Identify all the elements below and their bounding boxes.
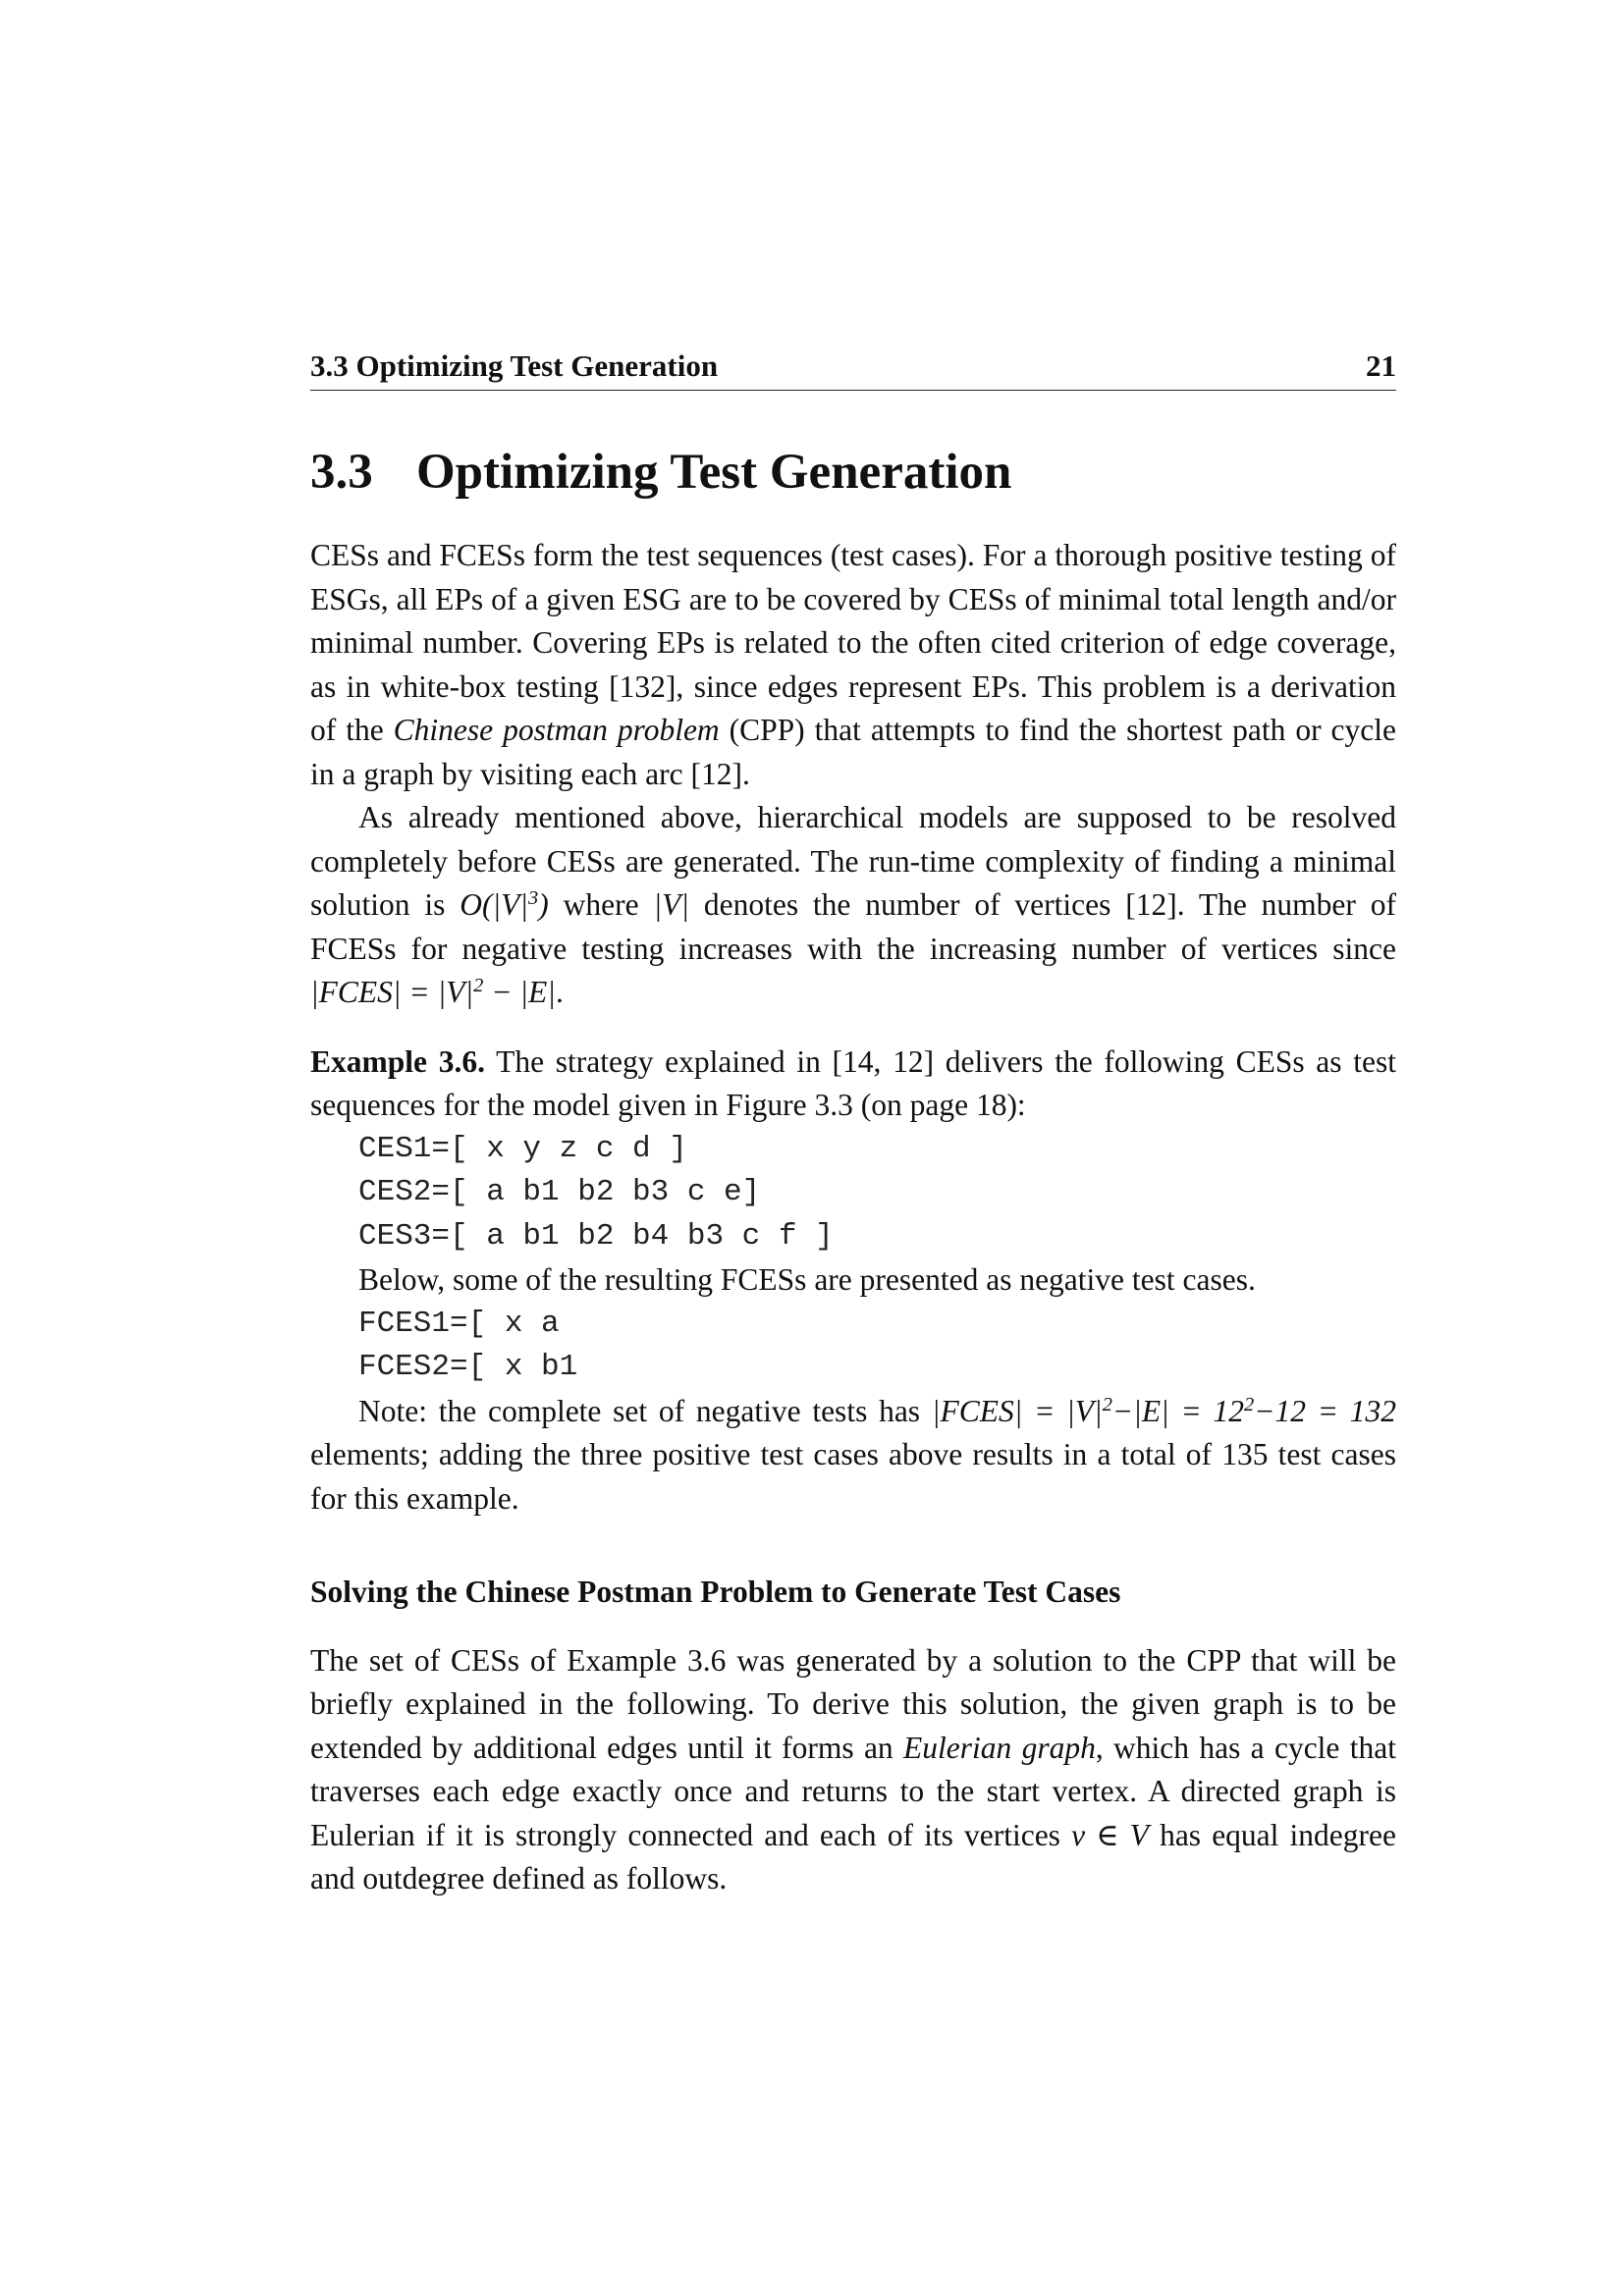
paragraph-complexity — [310, 796, 1396, 1015]
paragraph-text: , which has a cycle that traverses each edge exactly once and returns to the start vertex. A directed graph is Eulerian if it is strongly connected and each of its vertices — [310, 1730, 1396, 1852]
paragraph-text: elements; adding the three positive test cases above results in a total of 135 test cases for this example. — [310, 1437, 1396, 1516]
section-number: 3.3 — [310, 445, 373, 500]
ces-line: CES3=[ a b1 b2 b4 b3 c f ] — [358, 1218, 834, 1254]
running-title: 3.3 Optimizing Test Generation — [310, 348, 719, 383]
paragraph-text: The strategy explained in [14, 12] delivers the following CESs as test sequences for the model given in Figure 3.3 (on page 18): — [310, 1043, 1396, 1122]
emphasis-term: Eulerian graph — [903, 1730, 1096, 1765]
paragraph-text: As already mentioned above, hierarchical models are supposed to be resolved completely before CESs are generated. The run-time complexity of finding a minimal solution is — [310, 800, 1396, 922]
paragraph-text: Note: the complete set of negative tests has — [358, 1393, 932, 1428]
section-heading — [310, 445, 1396, 500]
math-fces-formula: |FCES| = $|V|^2 - |E|$ — [310, 974, 556, 1009]
paragraph-text: The set of CESs of Example 3.6 was generated by a solution to the CPP that will be briefly explained in the following. To derive this solution, the given graph is to be extended by additional edges until it forms an — [310, 1642, 1396, 1765]
ces-line: CES1=[ x y z c d ] — [358, 1131, 687, 1166]
running-head — [310, 348, 1396, 391]
example-note — [310, 1390, 1396, 1522]
fces-line: FCES1=[ x a — [358, 1306, 560, 1341]
math-vertex-count: |V| — [653, 887, 689, 922]
fces-line: FCES2=[ x b1 — [358, 1350, 578, 1384]
subsection-heading: Solving the Chinese Postman Problem to Generate Test Cases — [310, 1575, 1121, 1609]
math-complexity: $O(|V|^3)$ — [460, 886, 549, 922]
example-label: Example 3.6. — [310, 1043, 485, 1079]
paragraph-text: has equal indegree and outdegree defined as follows. — [310, 1817, 1396, 1896]
example-block — [310, 1041, 1396, 1522]
math-vertex-membership: v ∈ V — [1071, 1817, 1149, 1852]
book-page — [310, 348, 1396, 1901]
paragraph-text: . — [555, 975, 564, 1009]
section-body — [310, 534, 1396, 1901]
paragraph-text: CESs and FCESs form the test sequences (test cases). For a thorough positive testing of ESGs, all EPs of a given ESG are to be covered by CESs of minimal total length and/or minimal number. Covering EPs is related to the often cited criterion of edge coverage, as in white-box testing [132], since edges represent EPs. This problem is a derivation of the — [310, 538, 1396, 747]
example-below-text: Below, some of the resulting FCESs are presented as negative test cases. — [358, 1262, 1256, 1297]
math-negative-count: |FCES| = $|V|^2-|E| = 12^2-12 = 132$ — [931, 1393, 1396, 1428]
paragraph-text: (CPP) that attempts to find the shortest path or cycle in a graph by visiting each arc [12]. — [310, 713, 1396, 791]
paragraph-intro — [310, 534, 1396, 796]
paragraph-cpp — [310, 1639, 1396, 1901]
emphasis-term: Chinese postman problem — [393, 713, 720, 747]
paragraph-text: denotes the number of vertices [12]. The number of FCESs for negative testing increases with the increasing number of vertices since — [310, 887, 1396, 966]
section-title: Optimizing Test Generation — [416, 445, 1012, 500]
page-number: 21 — [1366, 348, 1396, 383]
paragraph-text: where — [548, 887, 654, 922]
ces-line: CES2=[ a b1 b2 b3 c e] — [358, 1175, 761, 1209]
example-intro — [310, 1041, 1396, 1128]
